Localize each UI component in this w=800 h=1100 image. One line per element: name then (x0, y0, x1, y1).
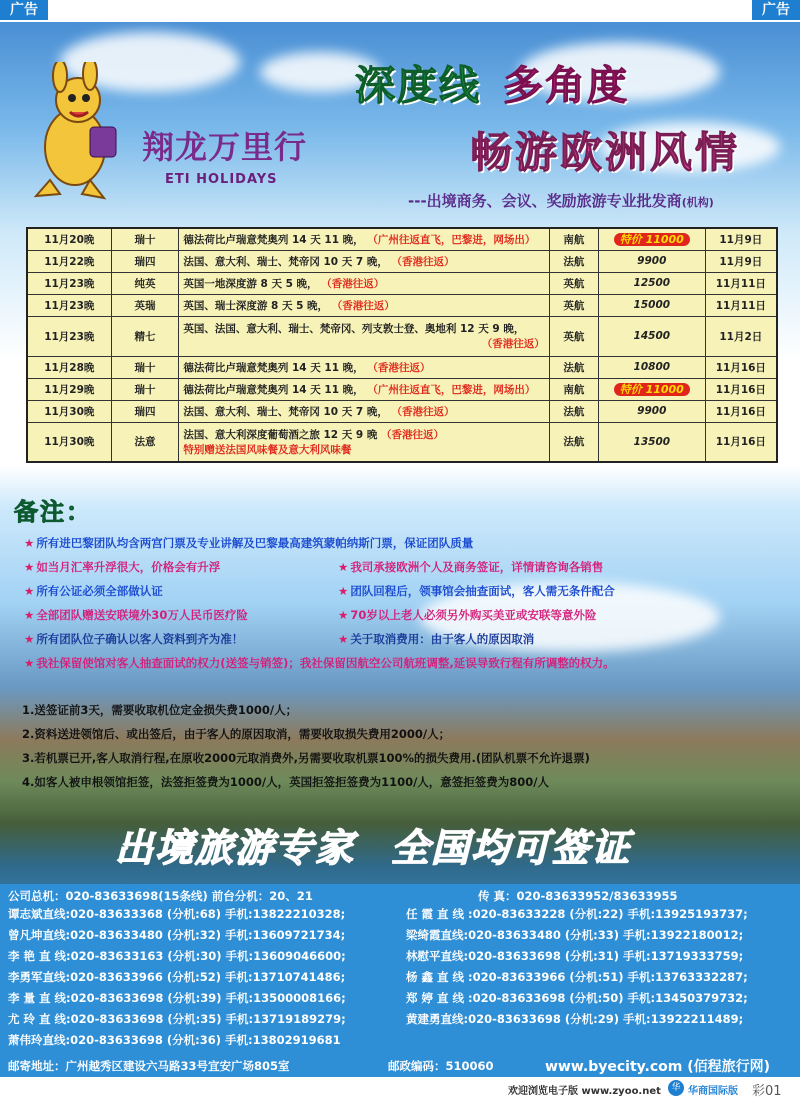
special-price-badge: 特价 11000 (614, 233, 690, 246)
contact-entry: 梁绮霞直线:020-83633480 (分机:33) 手机:13922180012; (406, 928, 744, 942)
contact-entry: 郑 婷 直 线 :020-83633698 (分机:50) 手机:13450379732; (406, 991, 748, 1005)
airline: 英航 (549, 272, 598, 294)
departure-date: 11月20晚 (27, 228, 111, 250)
note-item: ★ 关于取消费用：由于客人的原因取消 (338, 632, 535, 646)
fee-item: 2.资料送进领馆后、或出签后，由于客人的原因取消，需要收取损失费用2000/人； (22, 727, 451, 741)
return-date: 11月16日 (705, 422, 777, 462)
contact-entry: 萧伟玲直线:020-83633698 (分机:36) 手机:13802919681 (8, 1033, 341, 1047)
subtitle-main: ---出境商务、会议、奖励旅游专业批发商 (408, 192, 682, 210)
ad-label-left: 广告 (0, 0, 48, 20)
departure-date: 11月30晚 (27, 400, 111, 422)
schedule-row (27, 272, 777, 294)
tour-route (179, 400, 549, 422)
note-item: ★ 所有团队位子确认以客人资料到齐为准！ (24, 632, 244, 646)
contact-entry: 林慰平直线:020-83633698 (分机:31) 手机:13719333759; (406, 949, 744, 963)
schedule-row (27, 378, 777, 400)
tour-code: 英瑞 (111, 294, 179, 316)
return-date: 11月16日 (705, 378, 777, 400)
note-item: ★ 全部团队赠送安联境外30万人民币医疗险 (24, 608, 248, 622)
special-price-badge: 特价 11000 (614, 383, 690, 396)
schedule-row (27, 316, 777, 356)
tour-code: 瑞十 (111, 228, 179, 250)
kangaroo-mascot-icon (20, 62, 130, 202)
note-item: ★ 团队回程后，领事馆会抽查面试，客人需无条件配合 (338, 584, 615, 598)
tour-route (179, 250, 549, 272)
departure-date: 11月23晚 (27, 316, 111, 356)
schedule-row (27, 400, 777, 422)
departure-date: 11月30晚 (27, 422, 111, 462)
fee-item: 3.若机票已开,客人取消行程,在原收2000元取消费外,另需要收取机票100%的损失费用.(团队机票不允许退票) (22, 751, 590, 765)
contact-entry: 李 艳 直 线:020-83633163 (分机:30) 手机:13609046600; (8, 949, 346, 963)
route-note: （香港往返） (331, 299, 395, 312)
route-note: （香港往返） (391, 255, 455, 268)
note-item: ★ 如当月汇率升浮很大，价格会有升浮 (24, 560, 221, 574)
route-note: （香港往返） (391, 405, 455, 418)
tour-route (179, 272, 549, 294)
logo-english-name: ETI HOLIDAYS (165, 172, 278, 187)
schedule-row (27, 294, 777, 316)
departure-date: 11月28晚 (27, 356, 111, 378)
tour-price (598, 228, 705, 250)
airline: 法航 (549, 400, 598, 422)
price-value: 9900 (637, 255, 667, 267)
note-item: ★ 所有进巴黎团队均含两宫门票及专业讲解及巴黎最高建筑蒙帕纳斯门票，保证团队质量 (24, 536, 474, 550)
contact-entry: 谭志斌直线:020-83633368 (分机:68) 手机:13822210328; (8, 907, 346, 921)
headline-line1 (355, 54, 629, 111)
schedule-row (27, 250, 777, 272)
slogan-part1: 出境旅游专家 (115, 826, 356, 870)
contact-entry: 任 霞 直 线 :020-83633228 (分机:22) 手机:13925193737; (406, 907, 748, 921)
tour-price (598, 422, 705, 462)
contact-entry: 李 量 直 线:020-83633698 (分机:39) 手机:13500008166; (8, 991, 346, 1005)
brand-badge-icon: 华 (668, 1080, 684, 1096)
departure-date: 11月23晚 (27, 272, 111, 294)
return-date: 11月9日 (705, 228, 777, 250)
return-date: 11月16日 (705, 400, 777, 422)
tour-code: 精七 (111, 316, 179, 356)
note-item: ★ 所有公证必须全部做认证 (24, 584, 163, 598)
headline-part2: 多角度 (503, 63, 629, 109)
departure-date: 11月22晚 (27, 250, 111, 272)
route-note: （香港往返） (381, 428, 445, 441)
price-value: 13500 (633, 435, 671, 448)
route-text: 法国、意大利深度葡萄酒之旅 12 天 9 晚 (183, 428, 378, 441)
route-extra: 特别赠送法国风味餐及意大利风味餐 (183, 443, 352, 456)
airline: 南航 (549, 228, 598, 250)
contact-entry: 曾凡坤直线:020-83633480 (分机:32) 手机:13609721734; (8, 928, 346, 942)
headline-part1: 深度线 (355, 63, 481, 109)
slogan (115, 817, 631, 872)
tour-code: 瑞十 (111, 356, 179, 378)
fee-item: 4.如客人被申根领馆拒签，法签拒签费为1000/人，英国拒签拒签费为1100/人，意签拒签费为800/人 (22, 775, 549, 789)
airline: 法航 (549, 422, 598, 462)
tour-price (598, 272, 705, 294)
schedule-row (27, 356, 777, 378)
return-date: 11月11日 (705, 294, 777, 316)
price-value: 14500 (633, 330, 671, 342)
airline: 南航 (549, 378, 598, 400)
headline-line2: 畅游欧洲风情 (470, 128, 741, 177)
airline: 法航 (549, 356, 598, 378)
departure-date: 11月29晚 (27, 378, 111, 400)
ad-label-right: 广告 (752, 0, 800, 20)
contact-entry: 杨 鑫 直 线 :020-83633966 (分机:51) 手机:13763332287; (406, 970, 748, 984)
tour-price (598, 250, 705, 272)
schedule-row (27, 422, 777, 462)
tour-price (598, 294, 705, 316)
route-note: （广州往返直飞，巴黎进，网场出） (367, 233, 536, 246)
route-text: 法国、意大利、瑞士、梵帝冈 10 天 7 晚， (183, 405, 388, 418)
departure-date: 11月23晚 (27, 294, 111, 316)
tour-price (598, 378, 705, 400)
logo-chinese-name: 翔龙万里行 (142, 128, 308, 166)
tour-route (179, 378, 549, 400)
airline: 英航 (549, 316, 598, 356)
subtitle (408, 190, 714, 211)
route-text: 德法荷比卢瑞意梵奥列 14 天 11 晚， (183, 233, 364, 246)
price-value: 9900 (637, 405, 667, 417)
return-date: 11月9日 (705, 250, 777, 272)
tour-code: 瑞四 (111, 250, 179, 272)
return-date: 11月2日 (705, 316, 777, 356)
return-date: 11月16日 (705, 356, 777, 378)
tour-code: 法意 (111, 422, 179, 462)
contact-entry: 尤 玲 直 线:020-83633698 (分机:35) 手机:13719189279; (8, 1012, 346, 1026)
note-item: ★ 70岁以上老人必须另外购买美亚或安联等意外险 (338, 608, 597, 622)
contact-panel: 公司总机：020-83633698(15条线) 前台分机：20、21 传 真：020-83633952/83633955 谭志斌直线:020-83633368 (分机:68) 手机:13822210328; 任 霞 直 线 :020-83633228 (分机:22) 手机:13925193737; 曾凡坤直线:020-83633480 (分机:32) 手机:13609721734; 梁绮霞直线:020-83633480 (分机:33) 手机:13922180012; 李 艳 直 线:020-83633163 (分机:30) 手机:13609046600; 林慰平直线:020-83633698 (分机:31) 手机:13719333759; 李勇军直线:020-83633966 (分机:52) 手机:13710741486; 杨 鑫 直 线 :020-83633966 (分机:51) 手机:13763332287; 李 量 直 线:020-83633698 (分机:39) 手机:13500008166; 郑 婷 直 线 :020-83633698 (分机:50) 手机:13450379732; 尤 玲 直 线:020-83633698 (分机:35) 手机:13719189279; 黄建勇直线:020-83633698 (分机:29) 手机:13922211489; 萧伟玲直线:020-83633698 (分机:36) 手机:13802919681 邮寄地址：广州越秀区建设六马路33号宜安广场805室 邮政编码：510060 www.byecity.com (佰程旅行网) (0, 884, 800, 1077)
page-footer (0, 1078, 800, 1100)
tour-route (179, 316, 549, 356)
note-item: ★ 我社保留使馆对客人抽查面试的权力(送签与销签)；我社保留因航空公司航班调整,延误导致行程有所调整的权力。 (24, 656, 615, 670)
contact-entry: 黄建勇直线:020-83633698 (分机:29) 手机:13922211489; (406, 1012, 744, 1026)
route-text: 德法荷比卢瑞意梵奥列 14 天 11 晚， (183, 383, 364, 396)
footer-welcome[interactable]: 欢迎浏览电子版 www.zyoo.net (508, 1086, 661, 1097)
route-text: 法国、意大利、瑞士、梵帝冈 10 天 7 晚， (183, 255, 388, 268)
route-text: 英国、瑞士深度游 8 天 5 晚， (183, 299, 329, 312)
page-number: 彩01 (752, 1084, 782, 1099)
remarks-title: 备注： (14, 498, 92, 526)
fee-item: 1.送签证前3天，需要收取机位定金损失费1000/人； (22, 703, 298, 717)
note-item: ★ 我司承接欧洲个人及商务签证，详情请咨询各销售 (338, 560, 604, 574)
contact-entry: 李勇军直线:020-83633966 (分机:52) 手机:13710741486; (8, 970, 346, 984)
tour-route (179, 422, 549, 462)
tour-code: 瑞四 (111, 400, 179, 422)
route-note: （香港往返） (481, 338, 545, 350)
route-text: 德法荷比卢瑞意梵奥列 14 天 11 晚， (183, 361, 364, 374)
route-text: 英国一地深度游 8 天 5 晚， (183, 277, 318, 290)
tour-code: 纯英 (111, 272, 179, 294)
route-text: 英国、法国、意大利、瑞士、梵帝冈、列支敦士登、奥地利 12 天 9 晚， (183, 323, 525, 335)
price-value: 15000 (633, 299, 671, 311)
route-note: （香港往返） (321, 277, 385, 290)
route-note: （广州往返直飞，巴黎进，网场出） (367, 383, 536, 396)
tour-price (598, 356, 705, 378)
route-note: （香港往返） (367, 361, 431, 374)
tour-route (179, 356, 549, 378)
return-date: 11月11日 (705, 272, 777, 294)
tour-price (598, 400, 705, 422)
slogan-part2: 全国均可签证 (391, 826, 632, 870)
website-link[interactable]: www.byecity.com (佰程旅行网) (545, 1059, 770, 1075)
airline: 法航 (549, 250, 598, 272)
price-value: 10800 (633, 361, 671, 373)
airline: 英航 (549, 294, 598, 316)
travel-poster (0, 22, 800, 1077)
tour-code: 瑞十 (111, 378, 179, 400)
price-value: 12500 (633, 277, 671, 289)
tour-route (179, 294, 549, 316)
schedule-row (27, 228, 777, 250)
tour-price (598, 316, 705, 356)
footer-brand: 华商国际版 (688, 1086, 738, 1097)
company-logo (20, 62, 320, 202)
tour-schedule-table (26, 227, 778, 463)
tour-route (179, 228, 549, 250)
subtitle-small: (机构) (681, 196, 714, 209)
